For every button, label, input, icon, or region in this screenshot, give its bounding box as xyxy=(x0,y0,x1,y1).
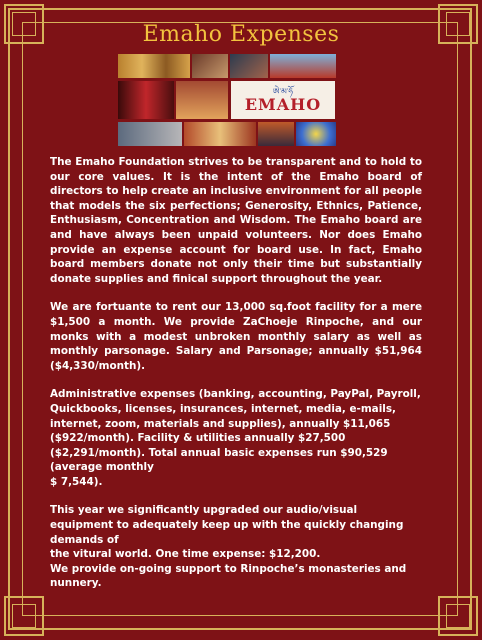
emaho-logo xyxy=(231,81,335,119)
photo-shrine-room xyxy=(118,81,174,119)
page-title: Emaho Expenses xyxy=(142,22,340,47)
paragraph-av-upgrade: This year we significantly upgraded our audio/visual equipment to adequately keep up with the quickly changing demands of the vitural world. One time expense: $12,200. We provide on-going support to Rinpoche’s monasteries and nunnery. xyxy=(50,504,407,590)
photo-gathering xyxy=(184,122,256,146)
photo-collage xyxy=(118,54,336,148)
photo-building xyxy=(118,122,182,146)
expense-text xyxy=(50,155,422,591)
corner-ornament-bottom-right xyxy=(438,596,478,636)
photo-ceremony xyxy=(258,122,294,146)
corner-ornament-bottom-left xyxy=(4,596,44,636)
paragraph-mission: The Emaho Foundation strives to be transparent and to hold to our core values. It is the intent of the Emaho board of directors to help create an inclusive environment for all people that models the six perfections; Generosity, Ethnics, Patience, Enthusiasm, Concentration and Wisdom. The Emaho board are and have always been unpaid volunteers. Nor does Emaho provide an expense account for board use. In fact, Emaho board members donate not only their time but substantially donate supplies and finical support throughout the year. xyxy=(50,156,422,285)
photo-mandala xyxy=(296,122,336,146)
logo-tibetan-text: ཨེ་མ་ཧོ xyxy=(273,86,293,96)
paragraph-admin-expenses: Administrative expenses (banking, accounting, PayPal, Payroll, Quickbooks, licenses, insurances, internet, media, e-mails, internet, zoom, materials and supplies), annually $11,065 ($922/month). Facility & utilities annually $27,500 ($2,291/month). Total annual basic expenses run $90,529 (average monthly $ 7,544). xyxy=(50,388,421,488)
photo-group xyxy=(230,54,268,78)
paragraph-rent-salary: We are fortuante to rent our 13,000 sq.foot facility for a mere $1,500 a month. We provide ZaChoeje Rinpoche, and our monks with a modest unbroken monthly salary as well as monthly parsonage. Salary and Parsonage; annually $51,964 ($4,330/month). xyxy=(50,301,422,372)
photo-monk xyxy=(192,54,228,78)
photo-singing-bowls xyxy=(118,54,190,78)
photo-temple xyxy=(270,54,336,78)
photo-altar xyxy=(176,81,228,119)
logo-wordmark: EMAHO xyxy=(244,94,322,114)
